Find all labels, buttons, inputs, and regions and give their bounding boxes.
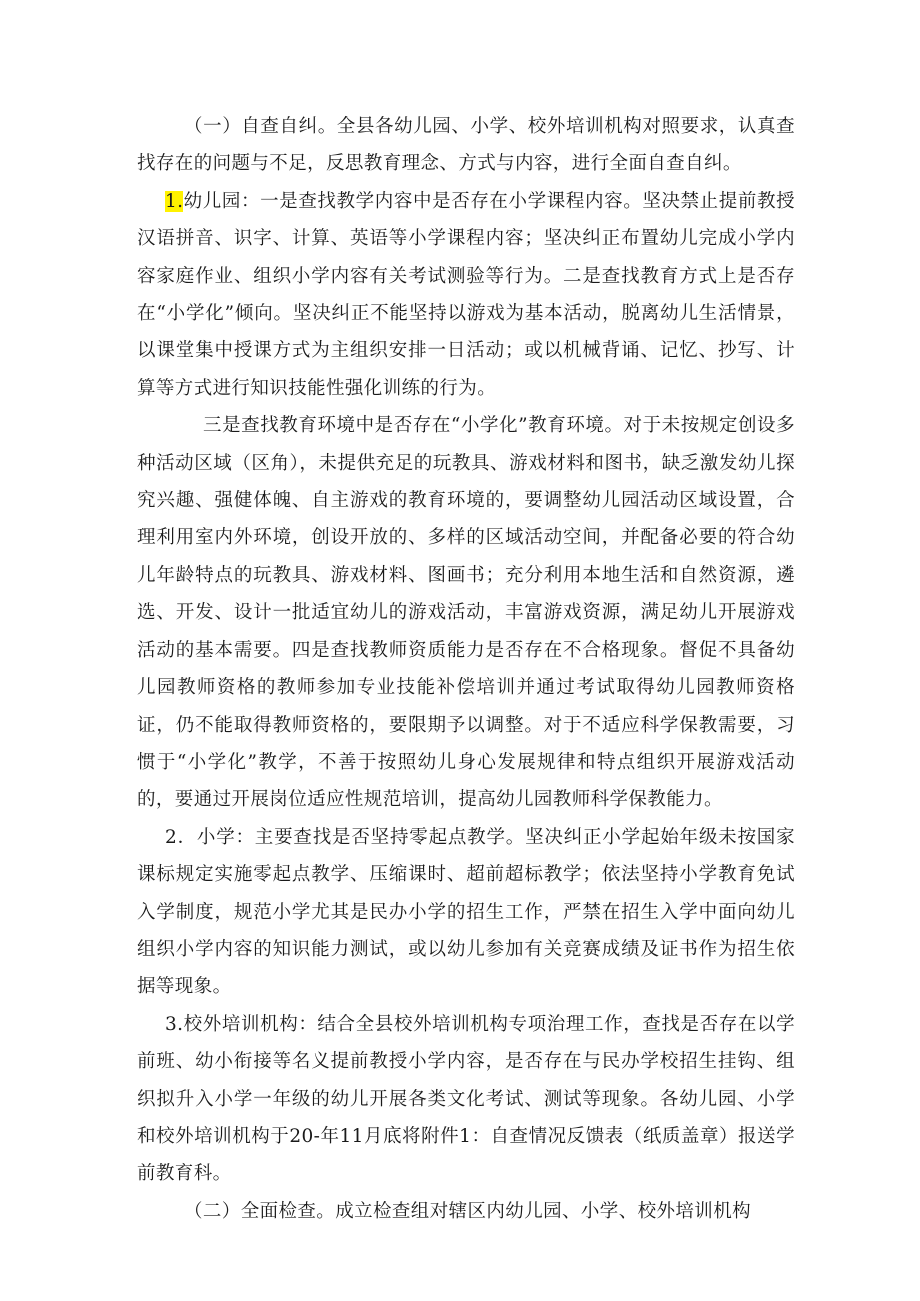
highlighted-list-marker: 1. xyxy=(165,190,184,212)
paragraph-text: （二）全面检查。成立检查组对辖区内幼儿园、小学、校外培训机构 xyxy=(184,1200,752,1222)
paragraph-self-inspection xyxy=(137,108,795,183)
paragraph-text: （一）自查自纠。全县各幼儿园、小学、校外培训机构对照要求，认真查找存在的问题与不足，反思教育理念、方式与内容，进行全面自查自纠。 xyxy=(137,116,795,175)
document-body xyxy=(137,108,795,1230)
paragraph-text: 3.校外培训机构：结合全县校外培训机构专项治理工作，查找是否存在以学前班、幼小衔接等名义提前教授小学内容，是否存在与民办学校招生挂钩、组织拟升入小学一年级的幼儿开展各类文化考试、测试等现象。各幼儿园、小学和校外培训机构于20-年11月底将附件1：自查情况反馈表（纸质盖章）报送学前教育科。 xyxy=(137,1013,795,1185)
paragraph-text: 三是查找教育环境中是否存在“小学化”教育环境。对于未按规定创设多种活动区域（区角），未提供充足的玩教具、游戏材料和图书，缺乏激发幼儿探究兴趣、强健体魄、自主游戏的教育环境的，要调整幼儿园活动区域设置，合理利用室内外环境，创设开放的、多样的区域活动空间，并配备必要的符合幼儿年龄特点的玩教具、游戏材料、图画书；充分利用本地生活和自然资源，遴选、开发、设计一批适宜幼儿的游戏活动，丰富游戏资源，满足幼儿开展游戏活动的基本需要。四是查找教师资质能力是否存在不合格现象。督促不具备幼儿园教师资格的教师参加专业技能补偿培训并通过考试取得幼儿园教师资格证，仍不能取得教师资格的，要限期予以调整。对于不适应科学保教需要，习惯于“小学化”教学，不善于按照幼儿身心发展规律和特点组织开展游戏活动的，要通过开展岗位适应性规范培训，提高幼儿园教师科学保教能力。 xyxy=(137,415,795,811)
paragraph-training-institutions xyxy=(137,1006,795,1193)
paragraph-environment xyxy=(137,407,795,818)
paragraph-full-inspection xyxy=(137,1193,795,1230)
paragraph-text: 2．小学：主要查找是否坚持零起点教学。坚决纠正小学起始年级未按国家课标规定实施零起点教学、压缩课时、超前超标教学；依法坚持小学教育免试入学制度，规范小学尤其是民办小学的招生工作，严禁在招生入学中面向幼儿组织小学内容的知识能力测试，或以幼儿参加有关竞赛成绩及证书作为招生依据等现象。 xyxy=(137,826,795,998)
paragraph-primary-school xyxy=(137,819,795,1006)
paragraph-text: 幼儿园：一是查找教学内容中是否存在小学课程内容。坚决禁止提前教授汉语拼音、识字、计算、英语等小学课程内容；坚决纠正布置幼儿完成小学内容家庭作业、组织小学内容有关考试测验等行为。二是查找教育方式上是否存在“小学化”倾向。坚决纠正不能坚持以游戏为基本活动，脱离幼儿生活情景，以课堂集中授课方式为主组织安排一日活动；或以机械背诵、记忆、抄写、计算等方式进行知识技能性强化训练的行为。 xyxy=(137,190,795,399)
paragraph-kindergarten xyxy=(137,183,795,407)
